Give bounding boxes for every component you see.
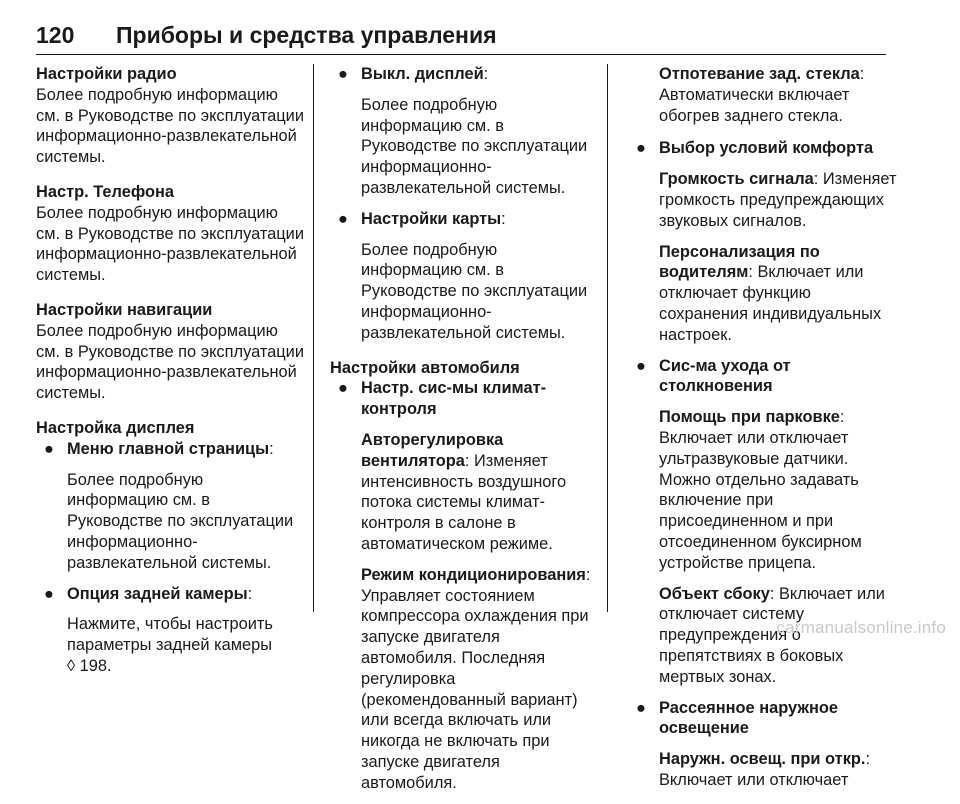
- sub-item-title: Персонализация по водителям: [659, 242, 820, 282]
- bullet-icon: ●: [338, 65, 348, 83]
- bullet-icon: ●: [338, 209, 348, 228]
- section-display-settings: [36, 418, 306, 677]
- bullet-body: Более подробную информацию см. в Руководстве по эксплуатации информационно-развлекательной системы.: [67, 470, 294, 572]
- sub-item-body: Включает или отключает: [659, 770, 849, 789]
- section-heading: Настр. Телефона: [36, 182, 174, 201]
- section-vehicle-settings: [330, 358, 598, 794]
- section-navigation-settings: [36, 300, 306, 404]
- column-divider-1: [313, 64, 314, 612]
- bullet-icon: ●: [636, 698, 646, 717]
- bullet-icon: ●: [44, 584, 54, 603]
- bullet-body: Более подробную информацию см. в Руководстве по эксплуатации информационно-развлекательной системы.: [361, 95, 588, 197]
- sub-item-title: Громкость сигнала: [659, 170, 814, 189]
- section-heading: Настройка дисплея: [36, 418, 195, 437]
- bullet-title: Меню главной страницы: [67, 439, 270, 458]
- sub-item-body: Включает или отключает ультразвуковые датчики. Можно отдельно задавать включение при присоединенном и при отсоединенном буксирном устройстве прицепа.: [659, 428, 862, 572]
- section-body: Более подробную информацию см. в Руководстве по эксплуатации информационно-развлекательной системы.: [36, 203, 304, 285]
- sub-item-title: Авторегулировка вентилятора: [361, 430, 504, 470]
- sub-item-title: Объект сбоку: [659, 584, 770, 603]
- column-2: [330, 64, 598, 804]
- sub-item-title: Помощь при парковке: [659, 408, 840, 427]
- continued-item: Отпотевание зад. стекла: Автоматически включает обогрев заднего стекла.: [659, 65, 865, 125]
- bullet-title: Настройки карты: [361, 209, 502, 228]
- column-divider-2: [607, 64, 608, 612]
- sub-item-body: Управляет состоянием компрессора охлаждения при запуске двигателя автомобиля. Последняя регулировка (рекомендованный вариант) или всегда включать или никогда не включать при запуске двигателя автомобиля.: [361, 586, 589, 792]
- section-body: Более подробную информацию см. в Руководстве по эксплуатации информационно-развлекательной системы.: [36, 321, 304, 403]
- bullet-item: ● Опция задней камеры: Нажмите, чтобы настроить параметры задней камеры ◊ 198.: [44, 584, 273, 675]
- bullet-item: ● Настройки карты: Более подробную информацию см. в Руководстве по эксплуатации информационно-развлекательной системы.: [330, 209, 598, 344]
- sub-item-body: Автоматически включает обогрев заднего стекла.: [659, 85, 850, 125]
- sub-item-title: Наружн. освещ. при откр.: [659, 750, 866, 769]
- sub-item-body: Включает или отключает функцию сохранения индивидуальных настроек.: [659, 263, 882, 344]
- bullet-body: Более подробную информацию см. в Руководстве по эксплуатации информационно-развлекательной системы.: [361, 240, 588, 342]
- sub-item-body: Изменяет громкость предупреждающих звуковых сигналов.: [659, 170, 897, 230]
- bullet-item: ● Меню главной страницы: Более подробную информацию см. в Руководстве по эксплуатации информационно-развлекательной системы.: [36, 439, 306, 574]
- bullet-icon: ●: [338, 379, 348, 398]
- sub-item-title: Отпотевание зад. стекла: [659, 65, 860, 83]
- sub-item-body: Изменяет интенсивность воздушного потока системы климат-контроля в салоне в автоматическом режиме.: [361, 451, 567, 553]
- bullet-title: Опция задней камеры: [67, 584, 248, 603]
- column-1: [36, 64, 306, 687]
- page-header: [36, 18, 886, 55]
- bullet-title: Сис-ма ухода от столкновения: [659, 356, 791, 396]
- section-heading: Настройки радио: [36, 65, 177, 83]
- column-3: [628, 64, 898, 801]
- page-title: Приборы и средства управления: [116, 22, 497, 48]
- page-number: 120: [36, 22, 75, 48]
- bullet-title: Рассеянное наружное освещение: [659, 698, 839, 738]
- bullet-body: Нажмите, чтобы настроить параметры задней камеры: [67, 615, 273, 655]
- bullet-icon: ●: [44, 439, 54, 458]
- section-heading: Настройки автомобиля: [330, 358, 520, 377]
- bullet-icon: ●: [636, 139, 646, 158]
- bullet-item: ● Выбор условий комфорта Громкость сигнала: Изменяет громкость предупреждающих звуковых сигналов. Персонализация по водителям: Включает или отключает функцию сохранения индивидуальных настроек.: [636, 139, 897, 344]
- bullet-title: Выкл. дисплей: [361, 65, 484, 83]
- reference-icon: ◊: [67, 656, 76, 675]
- page-reference-link[interactable]: 198.: [79, 656, 112, 675]
- watermark: carmanualsonline.info: [776, 618, 946, 637]
- section-radio-settings: [36, 64, 306, 168]
- bullet-item: ● Выкл. дисплей: Более подробную информацию см. в Руководстве по эксплуатации информационно-развлекательной системы.: [330, 64, 598, 199]
- sub-item-title: Режим кондиционирования: [361, 565, 586, 584]
- bullet-title: Настр. сис-мы климат-контроля: [361, 379, 547, 419]
- bullet-icon: ●: [636, 356, 646, 375]
- bullet-item: ● Рассеянное наружное освещение Наружн. освещ. при откр.: Включает или отключает: [628, 698, 898, 791]
- section-phone-settings: [36, 182, 306, 286]
- bullet-item: ● Настр. сис-мы климат-контроля Авторегулировка вентилятора: Изменяет интенсивность воздушного потока системы климат-контроля в салоне в автоматическом режиме. Режим кондиционирования: Управляет состоянием компрессора охлаждения при запуске двигателя автомобиля. Последняя регулировка (рекомендованный вариант) или всегда включать или никогда не включать при запуске двигателя автомобиля.: [330, 378, 598, 793]
- bullet-item: ● Сис-ма ухода от столкновения Помощь при парковке: Включает или отключает ультразвуковые датчики. Можно отдельно задавать включение при присоединенном и при отсоединенном буксирном устройстве прицепа. Объект сбоку: Включает или отключает систему предупреждения о препятствиях в боковых мертвых зонах.: [628, 356, 898, 688]
- bullet-title: Выбор условий комфорта: [659, 139, 874, 158]
- section-heading: Настройки навигации: [36, 300, 213, 319]
- section-body: Более подробную информацию см. в Руководстве по эксплуатации информационно-развлекательной системы.: [36, 85, 304, 167]
- sub-item-body: Включает или отключает систему предупреждения о препятствиях в боковых мертвых зонах.: [659, 584, 885, 686]
